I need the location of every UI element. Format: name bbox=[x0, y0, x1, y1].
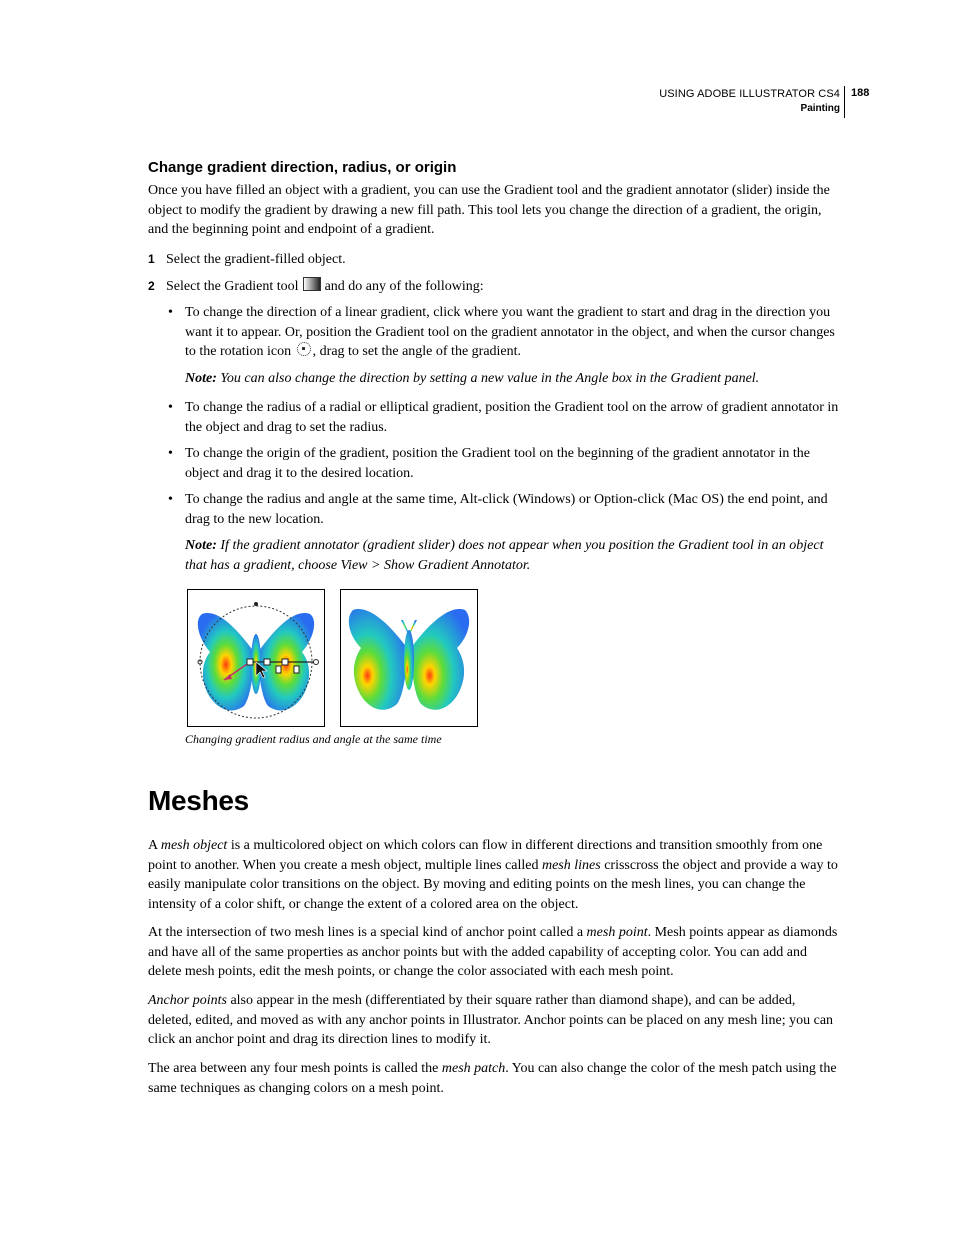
header-rule bbox=[844, 86, 845, 118]
butterfly-annotated-image bbox=[188, 590, 324, 726]
step-text bbox=[166, 277, 484, 297]
meshes-paragraph-4 bbox=[148, 1059, 840, 1098]
gradient-tool-icon bbox=[303, 277, 321, 291]
bullet-dot: • bbox=[168, 305, 173, 320]
bullet-dot: • bbox=[168, 446, 173, 461]
step-number: 1 bbox=[148, 252, 155, 266]
note bbox=[185, 536, 840, 575]
step-number: 2 bbox=[148, 279, 155, 293]
bullet-text: To change the radius of a radial or elliptical gradient, position the Gradient tool on the arrow of gradient annotator in the object and drag to set the radius. bbox=[185, 400, 839, 435]
text-run: . You can also change the color of the mesh patch using the same techniques as changing colors on a mesh point. bbox=[148, 1061, 837, 1096]
term-mesh-lines: mesh lines bbox=[541, 857, 601, 873]
term-mesh-object: mesh object bbox=[160, 838, 228, 853]
bullet-text: To change the origin of the gradient, position the Gradient tool on the beginning of the gradient annotator in the object and drag it to the desired location. bbox=[185, 446, 810, 481]
chapter-heading-meshes: Meshes bbox=[148, 785, 249, 816]
meshes-paragraph-2 bbox=[148, 923, 840, 982]
step-text-before: Select the Gradient tool bbox=[166, 279, 299, 294]
term-anchor-points: Anchor points bbox=[148, 993, 227, 1008]
bullet-dot: • bbox=[168, 400, 173, 415]
meshes-paragraph-1 bbox=[148, 836, 840, 914]
meshes-paragraph-3 bbox=[148, 991, 840, 1050]
note-label: Note: bbox=[185, 371, 217, 386]
note bbox=[185, 369, 840, 389]
rotation-cursor-icon bbox=[297, 342, 311, 356]
step-text-after: and do any of the following: bbox=[324, 279, 484, 294]
note-label: Note: bbox=[185, 538, 217, 553]
text-run: At the intersection of two mesh lines is a special kind of anchor point called a bbox=[148, 925, 587, 940]
note-text: If the gradient annotator (gradient slider) does not appear when you position the Gradient tool in an object that has a gradient, choose View > Show Gradient Annotator. bbox=[185, 538, 824, 573]
section-name: Painting bbox=[800, 103, 840, 114]
page-number: 188 bbox=[851, 87, 870, 99]
bullet-text-after: , drag to set the angle of the gradient. bbox=[312, 344, 522, 359]
term-mesh-patch: mesh patch bbox=[441, 1061, 506, 1076]
figure-caption: Changing gradient radius and angle at the same time bbox=[185, 732, 442, 746]
bullet-dot: • bbox=[168, 492, 173, 507]
running-header bbox=[600, 86, 840, 116]
figure-butterfly-annotated bbox=[187, 589, 325, 727]
bullet-text: To change the radius and angle at the same time, Alt-click (Windows) or Option-click (Mac OS) the end point, and drag to the new location. bbox=[185, 492, 828, 527]
bullet-text bbox=[185, 303, 840, 362]
figure-butterfly-result bbox=[340, 589, 478, 727]
note-text: You can also change the direction by setting a new value in the Angle box in the Gradient panel. bbox=[220, 371, 760, 386]
text-run: The area between any four mesh points is called the bbox=[148, 1061, 442, 1076]
section-heading: Change gradient direction, radius, or origin bbox=[148, 159, 457, 176]
bullet-text-before: To change the direction of a linear gradient, click where you want the gradient to start and drag in the direction you want it to appear. Or, position the Gradient tool on the gradient annotator in the object, and when the cursor changes to the rotation icon bbox=[185, 305, 835, 359]
step-text: Select the gradient-filled object. bbox=[166, 252, 346, 267]
text-run: . Mesh points appear as diamonds and have all of the same properties as anchor points but with the added capability of accepting color. You can add and delete mesh points, edit the mesh points, or change the color associated with each mesh point. bbox=[148, 925, 838, 979]
text-run: A bbox=[148, 838, 161, 853]
doc-title: USING ADOBE ILLUSTRATOR CS4 bbox=[659, 88, 840, 100]
text-run: crisscross the object and provide a way to easily manipulate color transitions on the object. By moving and editing points on the mesh lines, you can change the intensity of a color shift, or change the extent of a colored area on the object. bbox=[148, 857, 838, 912]
term-mesh-point: mesh point bbox=[586, 925, 648, 940]
text-run: is a multicolored object on which colors can flow in different directions and transition smoothly from one point to another. When you create a mesh object, multiple lines called bbox=[148, 838, 823, 873]
intro-paragraph: Once you have filled an object with a gradient, you can use the Gradient tool and the gradient annotator (slider) inside the object to modify the gradient by drawing a new fill path. This tool lets you change the direction of a gradient, the origin, and the beginning point and endpoint of a gradient. bbox=[148, 183, 830, 237]
butterfly-result-image bbox=[341, 590, 477, 726]
text-run: also appear in the mesh (differentiated by their square rather than diamond shape), and can be added, deleted, edited, and moved as with any anchor points in Illustrator. Anchor points can be placed on any mesh line; you can click an anchor point and drag its direction lines to modify it. bbox=[148, 993, 834, 1047]
